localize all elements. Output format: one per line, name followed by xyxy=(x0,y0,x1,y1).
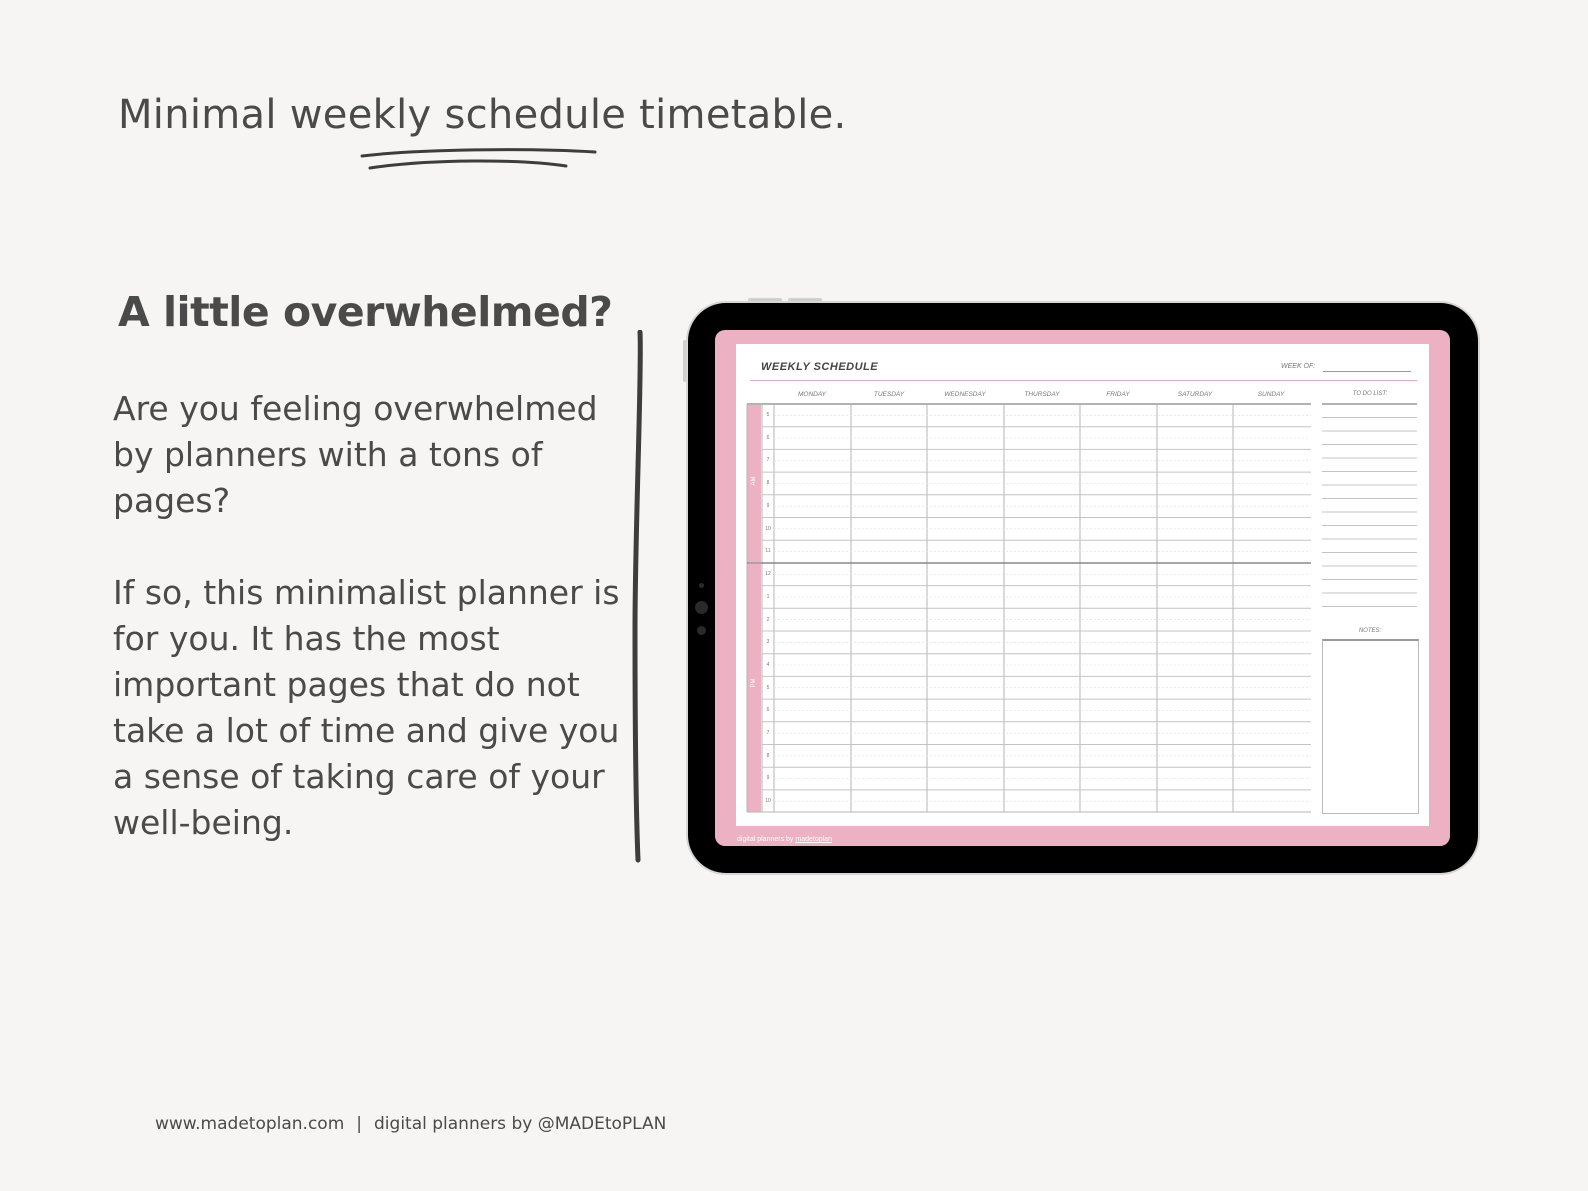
hour-label: 12 xyxy=(765,571,771,577)
tablet-volume-button xyxy=(788,298,822,302)
hour-label: 10 xyxy=(765,526,771,532)
day-header-monday: MONDAY xyxy=(797,391,827,398)
headline: Minimal weekly schedule timetable. xyxy=(118,92,847,138)
day-header-friday: FRIDAY xyxy=(1106,391,1130,398)
camera-sensor xyxy=(697,626,706,635)
footer xyxy=(155,1114,666,1134)
day-header-thursday: THURSDAY xyxy=(1024,391,1060,398)
hour-label: 7 xyxy=(766,457,770,463)
hour-label: 1 xyxy=(766,594,770,600)
footer-website[interactable]: www.madetoplan.com xyxy=(155,1114,345,1134)
tablet-device xyxy=(688,303,1478,873)
hour-label: 5 xyxy=(766,685,770,691)
hour-label: 11 xyxy=(765,548,771,554)
notes-label: NOTES: xyxy=(1358,628,1382,634)
hour-label: 5 xyxy=(766,412,770,418)
day-header-saturday: SATURDAY xyxy=(1177,391,1213,398)
screen-footer-prefix: digital planners by xyxy=(737,836,794,843)
day-header-tuesday: TUESDAY xyxy=(873,391,905,398)
hour-label: 6 xyxy=(766,435,770,441)
day-header-sunday: SUNDAY xyxy=(1257,391,1285,398)
hour-label: 8 xyxy=(766,753,770,759)
tablet-screen xyxy=(715,330,1450,846)
tablet-volume-button xyxy=(748,298,782,302)
notes-area[interactable] xyxy=(1322,639,1419,814)
hour-label: 6 xyxy=(766,707,770,713)
week-of-label: WEEK OF: xyxy=(1281,363,1316,370)
hour-label: 3 xyxy=(766,639,770,645)
weekly-schedule-page xyxy=(736,344,1429,826)
subhead: A little overwhelmed? xyxy=(118,288,613,336)
hour-label: 7 xyxy=(766,730,770,736)
hour-label: 9 xyxy=(766,503,770,509)
hour-label: 8 xyxy=(766,480,770,486)
hour-label: 4 xyxy=(766,662,770,668)
camera-dot xyxy=(699,583,704,588)
camera-lens xyxy=(695,601,708,614)
hour-label: 9 xyxy=(766,775,770,781)
underline-scribble xyxy=(360,146,600,174)
stylus-pencil xyxy=(630,330,650,864)
am-label: AM xyxy=(751,476,757,486)
screen-footer-brand[interactable]: madetoplan xyxy=(795,836,832,843)
intro-paragraph: Are you feeling overwhelmed by planners with a tons of pages? xyxy=(113,389,598,520)
pm-label: PM xyxy=(751,678,757,688)
hour-label: 10 xyxy=(765,798,771,804)
hour-label: 2 xyxy=(766,617,770,623)
todo-label: TO DO LIST: xyxy=(1352,391,1388,397)
footer-separator: | xyxy=(356,1114,363,1134)
planner-title: WEEKLY SCHEDULE xyxy=(761,361,879,373)
day-header-wednesday: WEDNESDAY xyxy=(944,391,986,398)
footer-credit: digital planners by @MADEtoPLAN xyxy=(374,1114,667,1134)
screen-footer xyxy=(737,836,832,843)
description-paragraph: If so, this minimalist planner is for you. It has the most important pages that do not take a lot of time and give you a sense of taking care of your well-being. xyxy=(113,573,620,842)
